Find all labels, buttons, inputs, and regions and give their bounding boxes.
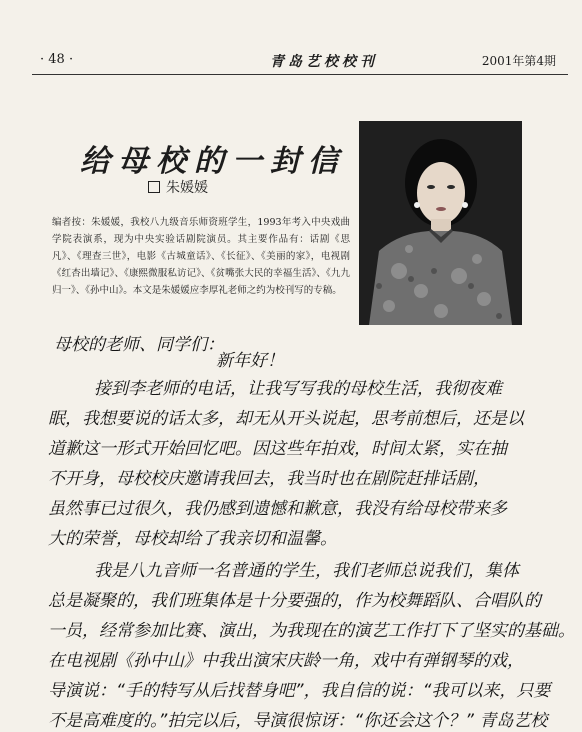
author-line <box>148 177 208 197</box>
letter-line: 不是高难度的。”拍完以后，导演很惊讶：“你还会这个？” 青岛艺校 <box>48 711 548 731</box>
letter-line: 我是八九音师一名普通的学生，我们老师总说我们，集体 <box>94 561 519 581</box>
author-name: 朱媛媛 <box>166 180 208 196</box>
editor-note: 编者按：朱媛媛，我校八九级音乐师资班学生，1993年考入中央戏曲学院表演系，现为中央实验话剧院演员。其主要作品有：话剧《思凡》、《理查三世》，电影《古城童话》、《长征》、《美丽的家》，电视剧《红杏出墙记》、《康熙微服私访记》、《贫嘴张大民的幸福生活》、《九九归一》、《孙中山》。本文是朱媛媛应李厚礼老师之约为校刊写的专稿。 <box>52 217 350 296</box>
letter-line: 眠，我想要说的话太多，却无从开头说起，思考前想后，还是以 <box>48 409 524 429</box>
journal-name: 青岛艺校校刊 <box>270 54 378 70</box>
letter-line: 总是凝聚的，我们班集体是十分要强的，作为校舞蹈队、合唱队的 <box>48 591 541 611</box>
page-header <box>0 0 582 78</box>
letter-line: 导演说：“手的特写从后找替身吧”，我自信的说：“我可以来，只要 <box>48 681 551 701</box>
letter-line: 一员，经常参加比赛、演出，为我现在的演艺工作打下了坚实的基础。 <box>48 621 575 641</box>
letter-greeting: 母校的老师、同学们： <box>54 335 224 355</box>
letter-line: 大的荣誉，母校却给了我亲切和温馨。 <box>48 529 337 549</box>
portrait-photo <box>359 121 522 325</box>
header-rule <box>32 74 568 75</box>
letter-line: 在电视剧《孙中山》中我出演宋庆龄一角，戏中有弹钢琴的戏， <box>48 651 524 671</box>
letter-new-year: 新年好！ <box>216 351 284 371</box>
issue-label: 2001年第4期 <box>481 54 556 68</box>
portrait-illustration <box>359 121 522 325</box>
article-title: 给母校的一封信 <box>80 144 346 179</box>
letter-line: 不开身，母校校庆邀请我回去，我当时也在剧院赶排话剧， <box>48 469 490 489</box>
page-number: · 48 · <box>40 52 74 67</box>
letter-line: 虽然事已过很久，我仍感到遗憾和歉意，我没有给母校带来多 <box>48 499 507 519</box>
letter-line: 道歉这一形式开始回忆吧。因这些年拍戏，时间太紧，实在抽 <box>48 439 507 459</box>
square-icon <box>148 181 160 193</box>
letter-line: 接到李老师的电话，让我写写我的母校生活，我彻夜难 <box>94 379 502 399</box>
